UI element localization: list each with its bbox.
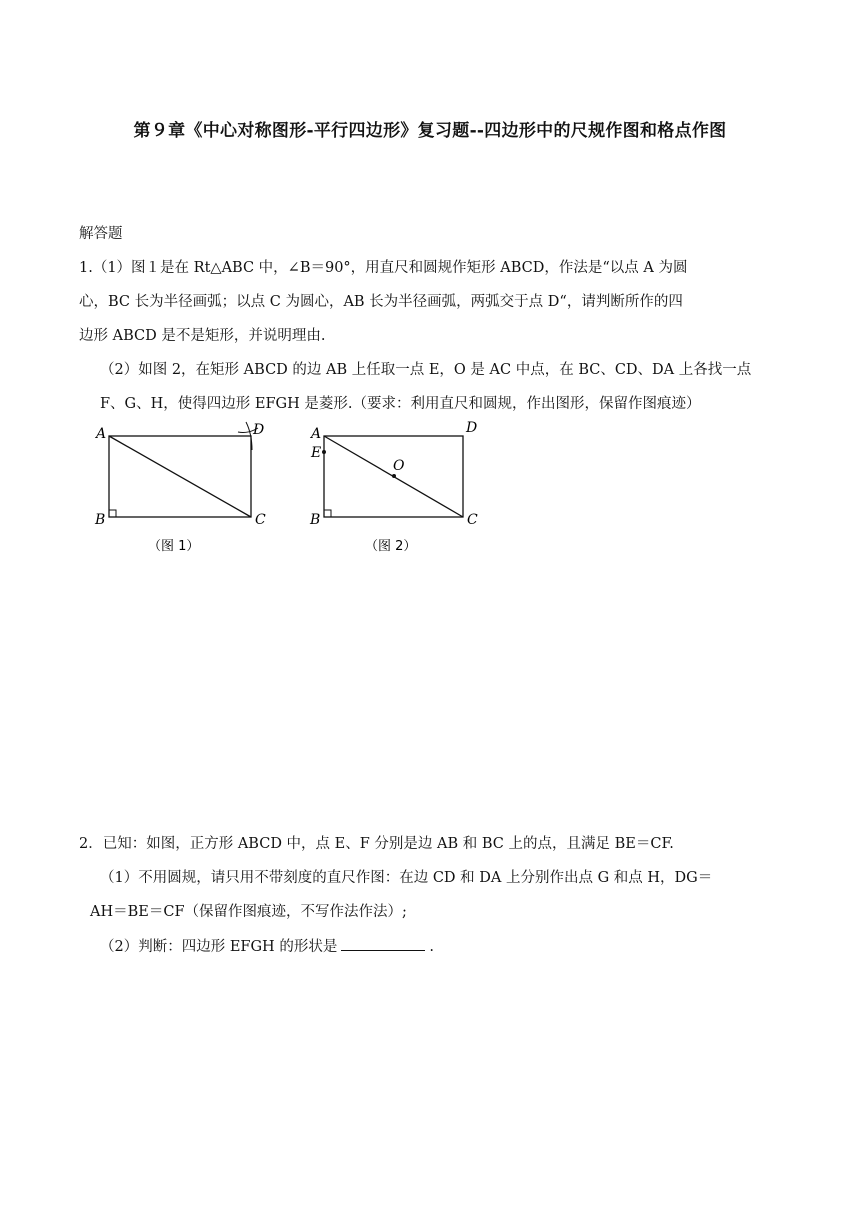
q2-line-4 [100,936,434,957]
section-heading: 解答题 [79,226,123,242]
point-label-o: O [393,458,405,474]
q2-line-2: （1）不用圆规，请只用不带刻度的直尺作图：在边 CD 和 DA 上分别作出点 G 和点 H，DG＝ [100,870,713,886]
figure-2 [305,418,495,558]
q2-line-1: 2．已知：如图，正方形 ABCD 中，点 E、F 分别是边 AB 和 BC 上的点，且满足 BE＝CF. [79,836,674,852]
vertex-label-c: C [467,512,478,528]
point-e [322,450,326,454]
q1-line-1: 1.（1）图１是在 Rt△ABC 中，∠B＝90°，用直尺和圆规作矩形 ABCD，作法是“以点 A 为圆 [79,260,688,276]
answer-blank[interactable] [341,936,425,951]
diagonal-ac [109,436,251,517]
q2-line-3: AH＝BE＝CF（保留作图痕迹，不写作法作法）; [90,904,407,920]
q1-line-5: F、G、H，使得四边形 EFGH 是菱形.（要求：利用直尺和圆规，作出图形，保留作图痕迹） [100,396,701,412]
document-title: 第９章《中心对称图形-平行四边形》复习题--四边形中的尺规作图和格点作图 [133,121,727,141]
point-label-e: E [311,445,322,461]
q2-line-4-prefix: （2）判断：四边形 EFGH 的形状是 [100,939,338,955]
q1-line-3: 边形 ABCD 是不是矩形，并说明理由. [79,328,326,344]
figure-1 [90,418,280,558]
point-o [392,474,396,478]
figure-1-caption: （图 1） [148,539,200,554]
vertex-label-a: A [311,426,322,442]
vertex-label-d: D [253,422,265,438]
figure-2-caption: （图 2） [365,539,417,554]
vertex-label-a: A [96,426,107,442]
vertex-label-c: C [255,512,266,528]
q1-line-4: （2）如图 2，在矩形 ABCD 的边 AB 上任取一点 E，O 是 AC 中点，在 BC、CD、DA 上各找一点 [100,362,752,378]
vertex-label-d: D [466,420,478,436]
q2-line-4-suffix: . [429,939,434,955]
vertex-label-b: B [95,512,106,528]
q1-line-2: 心，BC 长为半径画弧；以点 C 为圆心，AB 长为半径画弧，两弧交于点 D“，请判断所作的四 [79,294,683,310]
vertex-label-b: B [310,512,321,528]
